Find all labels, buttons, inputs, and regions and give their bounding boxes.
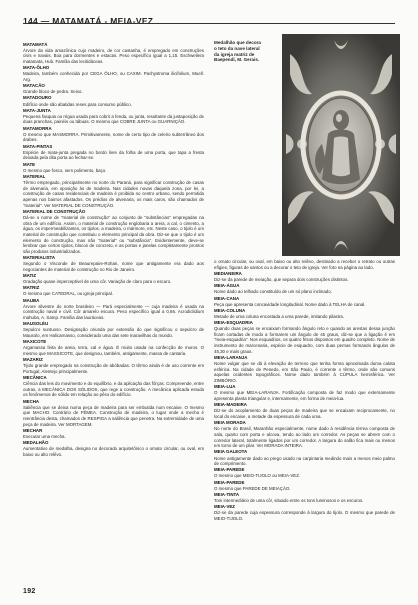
entry-term: MAUSOLÉU xyxy=(23,321,49,327)
entry-definition: Madeira, também conhecida por CEGA ÔLHO, ou CAXIM. Pachystroma ilicifolium, Muell. Arg. xyxy=(23,71,204,82)
entry-term: MEIA-VEZ xyxy=(214,504,235,510)
entry-term: MEIA-TINTA xyxy=(214,492,240,497)
entry-term: MEIA-ÁGUA xyxy=(214,283,240,289)
caption-line: Baependi, M. Gerais. xyxy=(214,57,260,63)
entry-definition: Argamassa feita de areia, terra, cal e água. É muito usada na confecção de muros. O mesmo que MASSICOTE, que designou, também, antigamente, massa de cantaria. xyxy=(23,345,204,356)
entry-definition: O mesmo que MASMORRA. Primitivamente, nome de certo tipo de celeiro subterrâneo dos árabes. xyxy=(23,131,204,143)
entry-term: MECÂNICA xyxy=(23,375,47,381)
entry-term: MECHA xyxy=(23,398,40,404)
entry-term: MATAMORRA xyxy=(23,125,52,131)
entry-definition: Árvore da vida amazônica cujo madeiro, de cor castanha, é empregado em construções civis e navais. Boa para dormentes e estacas. Peso específico igual a 1,15. Eschweilera matamata, Hub. Família das lecitidáceas. xyxy=(23,47,204,64)
entry-term: MEIA GALEOTA xyxy=(214,449,248,455)
entry-term: MEIA-ESQUADRIA xyxy=(214,320,253,326)
entry-term: MATRIZ xyxy=(23,285,40,291)
entry-definition: Dá-se o nome de "material de construção" ao conjunto de "substâncias" empregadas na obra de um edifício. Assim, o material de construção englobaria a areia, a cal, o cimento, a água, os impermeabilizantes, os tijolos, a madeira, o mármore, etc. Neste caso, o tijolo é um material de construção que constituiu o elemento principal da obra. Diz-se que o tijolo é um elemento de construção, mas não "material" ou "substância". Evidentemente, deve-se lembrar que certos tijolos, blocos de concreto, e as portas e janelas completamente prontos são produtos industrializados. xyxy=(23,214,204,254)
entry-term: MEIA MORADA xyxy=(214,420,246,426)
entry-definition: Peça que apresenta concavidade longitudinal. Nome dado à TELHA de canal. xyxy=(214,301,366,307)
entry-term: MEIA-LARANJA xyxy=(214,355,248,361)
entry-term: MATACÃO xyxy=(23,83,45,89)
caption-line: Medalhão que decora xyxy=(214,40,261,45)
page-title: 144 — MATAMATÁ - MEIA-VEZ xyxy=(23,16,154,26)
entry-term: MATA-PINTAS xyxy=(23,143,53,149)
entry-term: MEIA-PAREDE xyxy=(214,467,245,473)
medallion-photo xyxy=(282,34,400,256)
entry-definition: Quando duas peças se encaixam formando ângulo reto e quando as arestas dessa junção ficam cortadas de modo a formarem um ângulo de 45 graus, diz-se que a ligação é em "meia-esquadria". Nos esquadrios, os quatro frisos dispostos em quadro completo. Nome de instrumento de marcenaria, espécie de esquadro, com duas pernas formando ângulos de 45,30 e mais graus. xyxy=(214,326,395,354)
entry-term: MEIA-PAREDE xyxy=(214,479,245,485)
entry-definition: Diz-se do acoplamento de duas peças de madeira que se encaixam reciprocamente, no local do encaixe, a metade da espessura de cada uma. xyxy=(214,408,395,419)
entry-term: MEIA-CANA xyxy=(214,295,240,301)
entry-definition: Edifício onde são abatidas reses para consumo público. xyxy=(23,101,132,107)
entry-term: MAUBA xyxy=(23,297,40,303)
entry-term: MATIZ xyxy=(23,273,37,279)
right-column xyxy=(214,259,395,522)
entry-definition: Têrmo empregado, principalmente no norte do Paraná, para significar construção de casas de alvenaria, em oposição às de madeira. Nas cidades novas daquela zona, por lei, a construção de casas residenciais de madeira é proibida no centro urbano, sendo permitida apenas nos bairros afastados. Os prédios de alvenaria, os mais caros, são chamados de "material". Ver MATERIAL DE CONSTRUÇÃO. xyxy=(23,179,204,208)
entry-definition: o ornato circular, ou oval, em baixo ou alto relêvo, destinado a receber o retrato ou outras efígies, figuras de santos ou a decorar o teto de igreja. Ver foto na página ao lado. xyxy=(214,259,395,270)
medallion-image xyxy=(282,34,400,256)
entry-definition: Executar uma mecha. xyxy=(23,434,66,439)
entry-term: MATERIAL xyxy=(23,173,46,179)
page-number: 192 xyxy=(23,588,36,595)
header-rule xyxy=(23,23,395,24)
entry-definition: Metade de uma coluna encostada a uma parede, imitando pilastra. xyxy=(214,313,345,319)
entry-term: MEIA-LUA xyxy=(214,384,236,390)
entry-definition: Diz-se da parede cuja espessura corresponde à largura do tijolo. O mesmo que parede de MEIO-TIJOLO. xyxy=(214,510,395,521)
entry-definition: Sepulcro suntuoso. Designação oriunda por extensão do que significou o sepulcro de Mausolo, em Halicarnasso, considerado uma das sete maravilhas do mundo. xyxy=(23,327,204,338)
entry-definition: Grande bloco de pedra. Seixo. xyxy=(23,89,83,95)
entry-definition: Nome vulgar que se dá à elevação de terreno que tenha forma aproximada duma calota esférica. Na cidade de Penedo, em São Paulo, é corrente o têrmo, onde são comuns aquelas ocidentes topográficos. Nome dado também à CÚPULA hemisférica. Ver ZIMBÓRIO. xyxy=(214,361,395,384)
entry-definition: Nome dado ao telhado constituído de um só plano inclinado. xyxy=(214,289,332,295)
entry-definition: Diz-se da parede de meiação, que separa dois construções distintos. xyxy=(214,276,349,282)
running-header xyxy=(23,11,395,25)
left-column xyxy=(23,41,204,458)
entry-term: MATAMATÁ xyxy=(23,41,48,47)
entry-term: MECHAR xyxy=(23,427,43,433)
entry-definition: Gradação quase imperceptível de uma côr. Variação de claro para o escuro. xyxy=(23,279,172,285)
entry-term: MATERIALISTA xyxy=(23,255,56,261)
caption-line: o teto da nave lateral xyxy=(214,45,260,51)
entry-term: MAZARIZ xyxy=(23,357,43,363)
entry-term: MAXICOTE xyxy=(23,339,47,345)
entry-definition: Segundo o Visconde de Beaurepaire-Rohan, nome que antigamente era dado aos negociantes de material de construção no Rio de Janeiro. xyxy=(23,261,204,272)
entry-definition: O mesmo que fosco, sem polimento, baço. xyxy=(23,167,107,173)
entry-definition: O mesmo que MEIA-LARANJA. Fortificação composta de faz modo que externamente apresenta planta triangular e, internamente, em forma de meia-lua. xyxy=(214,390,395,401)
entry-definition: Pequena fasquia ou régua usada para cobrir a fenda, ou junta, resultante da justaposição de duas pranchas, painéis ou tábuas. O mesmo que COBRE JUNTA ou GUARNIÇÃO. xyxy=(23,113,204,125)
entry-definition: No norte do Brasil, Maranhão especialmente, nome dado à residência térrea composta de sala, quarto com porta e alcova, tendo ao lado um corredor. As peças se abrem com o corredor lateral, totalmente ligados por um corredor. A largura do salão fica mais ou menos em torno de um pilar. Ver MORADA INTEIRA. xyxy=(214,426,395,449)
entry-definition: Tijolo grande empregado na construção de abóbadas. O têrmo ainda é de uso corrente em Portugal, Alentejo principalmente. xyxy=(23,363,204,374)
caption-line: da igreja matriz de xyxy=(214,51,255,57)
entry-term: MEDIANEIRA xyxy=(214,270,242,276)
entry-term: MATA-JUNTA xyxy=(23,107,51,113)
entry-term: MATERIAL DE CONSTRUÇÃO xyxy=(23,208,86,214)
entry-definition: O mesmo que CATEDRAL, ou igreja principal. xyxy=(23,291,113,297)
entry-term: MEIA-COLUNA xyxy=(214,307,246,313)
entry-definition: O mesmo que PAREDE DE MEIAÇÃO. xyxy=(214,485,291,491)
entry-definition: Tom intermediário de uma côr, situado entre os tons luminosos e os escuros. xyxy=(214,498,364,504)
entry-term: MATADOURO xyxy=(23,95,52,101)
entry-term: MATA-ÔLHO xyxy=(23,65,50,71)
entry-definition: Nome antigamente dado ao prego usado na carpintaria medindo mais a menos meio palmo de comprimento. xyxy=(214,455,395,467)
entry-definition: Saliência que se deixa numa peça de madeira para ser embutida num encaixe. O mesmo que MACHO. Contrário de FÊMEA. Construção de madeira, o lugar onde a mecha é reentrância desta, chamados de RESPIGA a saliência que penetra. Na extremidade de uma peça de madeira. Ver MORTAGEM. xyxy=(23,404,204,427)
entry-term: MEDALHÃO xyxy=(23,440,49,446)
entry-definition: Aumentativo de medalha, designa no decorado arquitetônico o ornato circular, ou oval, em baixo ou alto relêvo. xyxy=(23,446,204,457)
entry-term: MEIA-MADEIRA xyxy=(214,402,247,408)
entry-definition: Árvore silvestre do norte brasileiro — Pará especialmente — cuja madeira é usada na construção naval e civil. Côr amarelo escura. Peso específico igual a 0,66. Acrodiclidium mahuba, A. Samp. Família das lauráceas. xyxy=(23,303,204,320)
entry-term: MATE xyxy=(23,161,36,167)
entry-definition: Ciência das leis do movimento e do equilíbrio, e da aplicação das fôrças. Compreende, entre outras, a MECÂNICA DOS SÓLIDOS, que rege a construção. A mecânica aplicada estuda os fenômenos de sólido em relação ao pêso do edifício. xyxy=(23,381,204,398)
entry-definition: Espécie de mata-junta pregada no bordo livre da folha de uma porta, que tapa a fresta deixada pela dita porta ao fechar-se. xyxy=(23,149,204,161)
entry-definition: O mesmo que MEIO-TIJOLO ou MEIA-VEZ. xyxy=(214,473,301,479)
